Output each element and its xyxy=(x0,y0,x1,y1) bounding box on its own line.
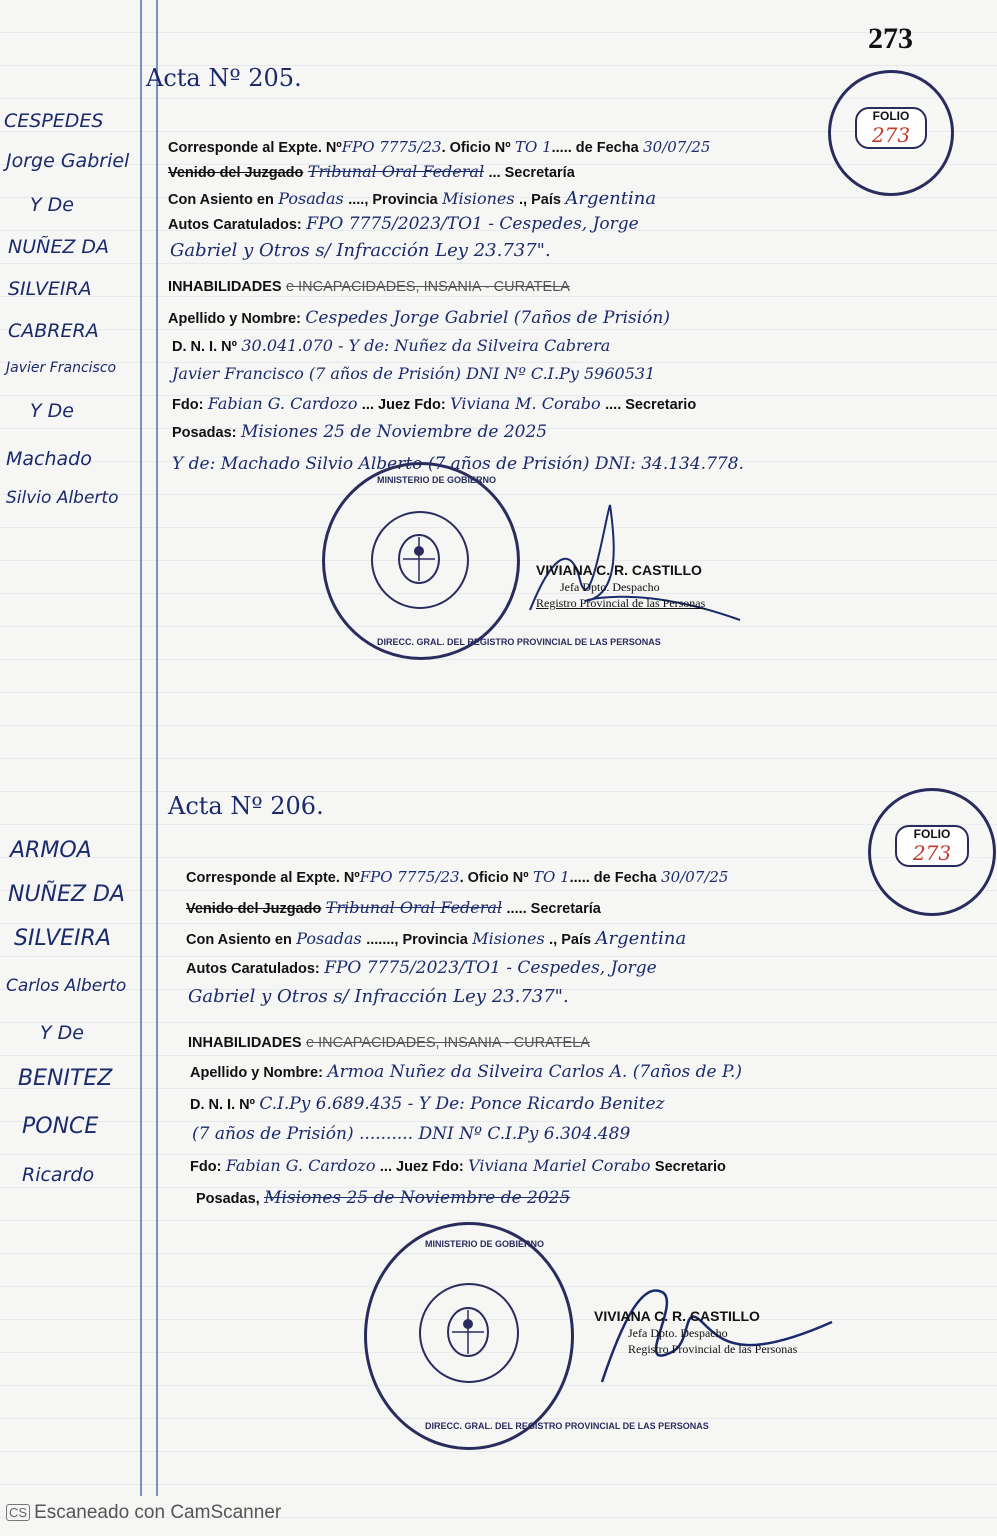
margin-name: CESPEDES xyxy=(4,110,104,132)
margin-name: NUÑEZ DA xyxy=(8,882,125,907)
section-row xyxy=(168,278,570,296)
asiento-value: Posadas xyxy=(296,929,362,948)
acta-title: Acta Nº 205. xyxy=(146,64,302,92)
dni-label: D. N. I. Nº xyxy=(190,1097,255,1113)
juzgado-label: Venido del Juzgado xyxy=(168,165,304,181)
asiento-row xyxy=(168,188,656,209)
pais-label: ., País xyxy=(549,932,592,948)
fecha-value: 30/07/25 xyxy=(643,138,711,156)
folio-label: FOLIO xyxy=(913,827,951,841)
extra-line: (7 años de Prisión) .......... DNI Nº C.I.Py 6.304.489 xyxy=(192,1124,631,1144)
asiento-row xyxy=(186,928,686,949)
autos-label: Autos Caratulados: xyxy=(186,961,320,977)
section-strike: e INCAPACIDADES, INSANIA - CURATELA xyxy=(286,279,570,295)
autos-row xyxy=(168,214,639,234)
folio-number: 273 xyxy=(871,123,911,147)
signature-title: Jefa Dpto. Despacho xyxy=(560,580,660,594)
coat-of-arms-icon xyxy=(438,1302,498,1362)
acta-title: Acta Nº 206. xyxy=(168,792,324,820)
seal-ring-text: DIRECC. GRAL. DEL REGISTRO PROVINCIAL DE LAS PERSONAS xyxy=(425,1421,709,1431)
juzgado-label: Venido del Juzgado xyxy=(186,901,322,917)
provincia-label: ...., Provincia xyxy=(348,192,438,208)
juzgado-row xyxy=(186,898,601,918)
expte-row xyxy=(186,868,728,887)
signature-name: VIVIANA C. R. CASTILLO xyxy=(594,1308,760,1324)
secretario-label: Secretario xyxy=(654,1159,726,1175)
dni-label: D. N. I. Nº xyxy=(172,339,237,355)
juez-label: ... Juez Fdo: xyxy=(361,397,446,413)
posadas-value: Misiones 25 de Noviembre de 2025 xyxy=(240,422,548,442)
fdo-row xyxy=(172,394,696,414)
apellido-value: Armoa Nuñez da Silveira Carlos A. (7años de P.) xyxy=(327,1062,743,1082)
camscanner-icon: CS xyxy=(6,1504,30,1521)
scanner-watermark xyxy=(6,1502,281,1524)
margin-name: SILVEIRA xyxy=(8,278,92,300)
margin-name: BENITEZ xyxy=(18,1066,113,1091)
expte-value: FPO 7775/23 xyxy=(359,868,460,886)
margin-name: NUÑEZ DA xyxy=(8,236,110,258)
oficio-label: . Oficio Nº xyxy=(441,140,511,156)
seal-ring-text: DIRECC. GRAL. DEL REGISTRO PROVINCIAL DE LAS PERSONAS xyxy=(377,637,661,647)
apellido-row xyxy=(190,1062,742,1082)
autos-label: Autos Caratulados: xyxy=(168,217,302,233)
margin-name: SILVEIRA xyxy=(14,926,111,951)
margin-name: Y De xyxy=(30,400,74,422)
extra-line: Javier Francisco (7 años de Prisión) DNI Nº C.I.Py 5960531 xyxy=(172,364,656,383)
margin-name: ARMOA xyxy=(10,838,92,863)
fdo-row xyxy=(190,1156,726,1176)
juzgado-row xyxy=(168,162,575,182)
posadas-value: Misiones 25 de Noviembre de 2025 xyxy=(264,1188,571,1208)
expte-value: FPO 7775/23 xyxy=(341,138,442,156)
section-label: INHABILIDADES xyxy=(168,279,282,295)
signature-org: Registro Provincial de las Personas xyxy=(536,596,706,610)
fecha-label: ..... de Fecha xyxy=(551,140,639,156)
asiento-value: Posadas xyxy=(278,189,344,208)
dni-row xyxy=(172,336,610,356)
oficio-value: TO 1 xyxy=(515,138,552,156)
coat-of-arms-icon xyxy=(389,529,449,589)
apellido-value: Cespedes Jorge Gabriel (7años de Prisión) xyxy=(305,308,671,328)
asiento-label: Con Asiento en xyxy=(168,192,274,208)
posadas-row xyxy=(196,1188,570,1208)
oficio-label: . Oficio Nº xyxy=(459,870,529,886)
margin-name: Javier Francisco xyxy=(6,360,117,376)
juez-value: Viviana M. Corabo xyxy=(450,394,601,413)
margin-name: Machado xyxy=(6,448,92,470)
expte-label: Corresponde al Expte. Nº xyxy=(168,140,342,156)
extra-line-2: Y de: Machado Silvio Alberto (7 años de Prisión) DNI: 34.134.778. xyxy=(172,454,744,474)
margin-name: Silvio Alberto xyxy=(6,488,119,508)
pais-value: Argentina xyxy=(595,928,687,949)
expte-label: Corresponde al Expte. Nº xyxy=(186,870,360,886)
section-row xyxy=(188,1034,590,1052)
folio-stamp xyxy=(868,788,996,916)
pais-value: Argentina xyxy=(565,188,657,209)
expte-row xyxy=(168,138,710,157)
pais-label: ., País xyxy=(519,192,561,208)
folio-number: 273 xyxy=(912,841,952,865)
oficio-value: TO 1 xyxy=(533,868,570,886)
juzgado-value: Tribunal Oral Federal xyxy=(307,162,485,181)
fdo-value: Fabian G. Cardozo xyxy=(207,394,358,413)
margin-name: Jorge Gabriel xyxy=(6,150,130,172)
signature-title: Jefa Dpto. Despacho xyxy=(628,1326,728,1340)
section-label: INHABILIDADES xyxy=(188,1035,302,1051)
juez-value: Viviana Mariel Corabo xyxy=(468,1156,651,1175)
autos-value-cont: Gabriel y Otros s/ Infracción Ley 23.737". xyxy=(170,240,551,261)
dni-value: C.I.Py 6.689.435 - Y De: Ponce Ricardo Benitez xyxy=(259,1094,665,1114)
margin-name: Ricardo xyxy=(22,1164,95,1186)
apellido-label: Apellido y Nombre: xyxy=(190,1065,323,1081)
autos-value: FPO 7775/2023/TO1 - Cespedes, Jorge xyxy=(306,214,639,234)
provincia-value: Misiones xyxy=(472,929,545,948)
fecha-value: 30/07/25 xyxy=(661,868,729,886)
secretaria-label: ... Secretaría xyxy=(488,165,575,181)
watermark-text: Escaneado con CamScanner xyxy=(34,1502,282,1523)
fdo-label: Fdo: xyxy=(172,397,204,413)
fdo-value: Fabian G. Cardozo xyxy=(225,1156,376,1175)
autos-row xyxy=(186,958,657,978)
juzgado-value: Tribunal Oral Federal xyxy=(325,898,503,917)
margin-name: PONCE xyxy=(22,1114,99,1139)
posadas-row xyxy=(172,422,547,442)
page-number: 273 xyxy=(868,22,913,55)
autos-value: FPO 7775/2023/TO1 - Cespedes, Jorge xyxy=(324,958,657,978)
dni-row xyxy=(190,1094,665,1114)
margin-name: Y De xyxy=(40,1022,84,1044)
signature-name: VIVIANA C. R. CASTILLO xyxy=(536,562,702,578)
margin-rule-inner xyxy=(156,0,158,1496)
asiento-label: Con Asiento en xyxy=(186,932,292,948)
seal-inner-ring xyxy=(371,511,469,609)
fdo-label: Fdo: xyxy=(190,1159,222,1175)
margin-name: Y De xyxy=(30,194,74,216)
fecha-label: ..... de Fecha xyxy=(569,870,657,886)
signature-org: Registro Provincial de las Personas xyxy=(628,1342,798,1356)
posadas-label: Posadas: xyxy=(172,425,237,441)
margin-rule xyxy=(140,0,142,1496)
seal-inner-text: MINISTERIO DE GOBIERNO xyxy=(425,1239,545,1249)
section-strike: e INCAPACIDADES, INSANIA - CURATELA xyxy=(306,1035,590,1051)
folio-stamp xyxy=(828,70,954,196)
provincia-value: Misiones xyxy=(442,189,515,208)
apellido-row xyxy=(168,308,670,328)
seal-inner-ring xyxy=(419,1283,519,1383)
secretario-label: .... Secretario xyxy=(605,397,697,413)
margin-name: CABRERA xyxy=(8,320,99,342)
dni-value: 30.041.070 - Y de: Nuñez da Silveira Cabrera xyxy=(241,336,611,355)
secretaria-label: ..... Secretaría xyxy=(506,901,601,917)
apellido-label: Apellido y Nombre: xyxy=(168,311,301,327)
juez-label: ... Juez Fdo: xyxy=(379,1159,464,1175)
margin-name: Carlos Alberto xyxy=(6,976,127,996)
seal-inner-text: MINISTERIO DE GOBIERNO xyxy=(377,475,497,485)
folio-label: FOLIO xyxy=(872,109,910,123)
provincia-label: ......., Provincia xyxy=(366,932,468,948)
posadas-label: Posadas, xyxy=(196,1191,260,1207)
autos-value-cont: Gabriel y Otros s/ Infracción Ley 23.737". xyxy=(188,986,569,1007)
